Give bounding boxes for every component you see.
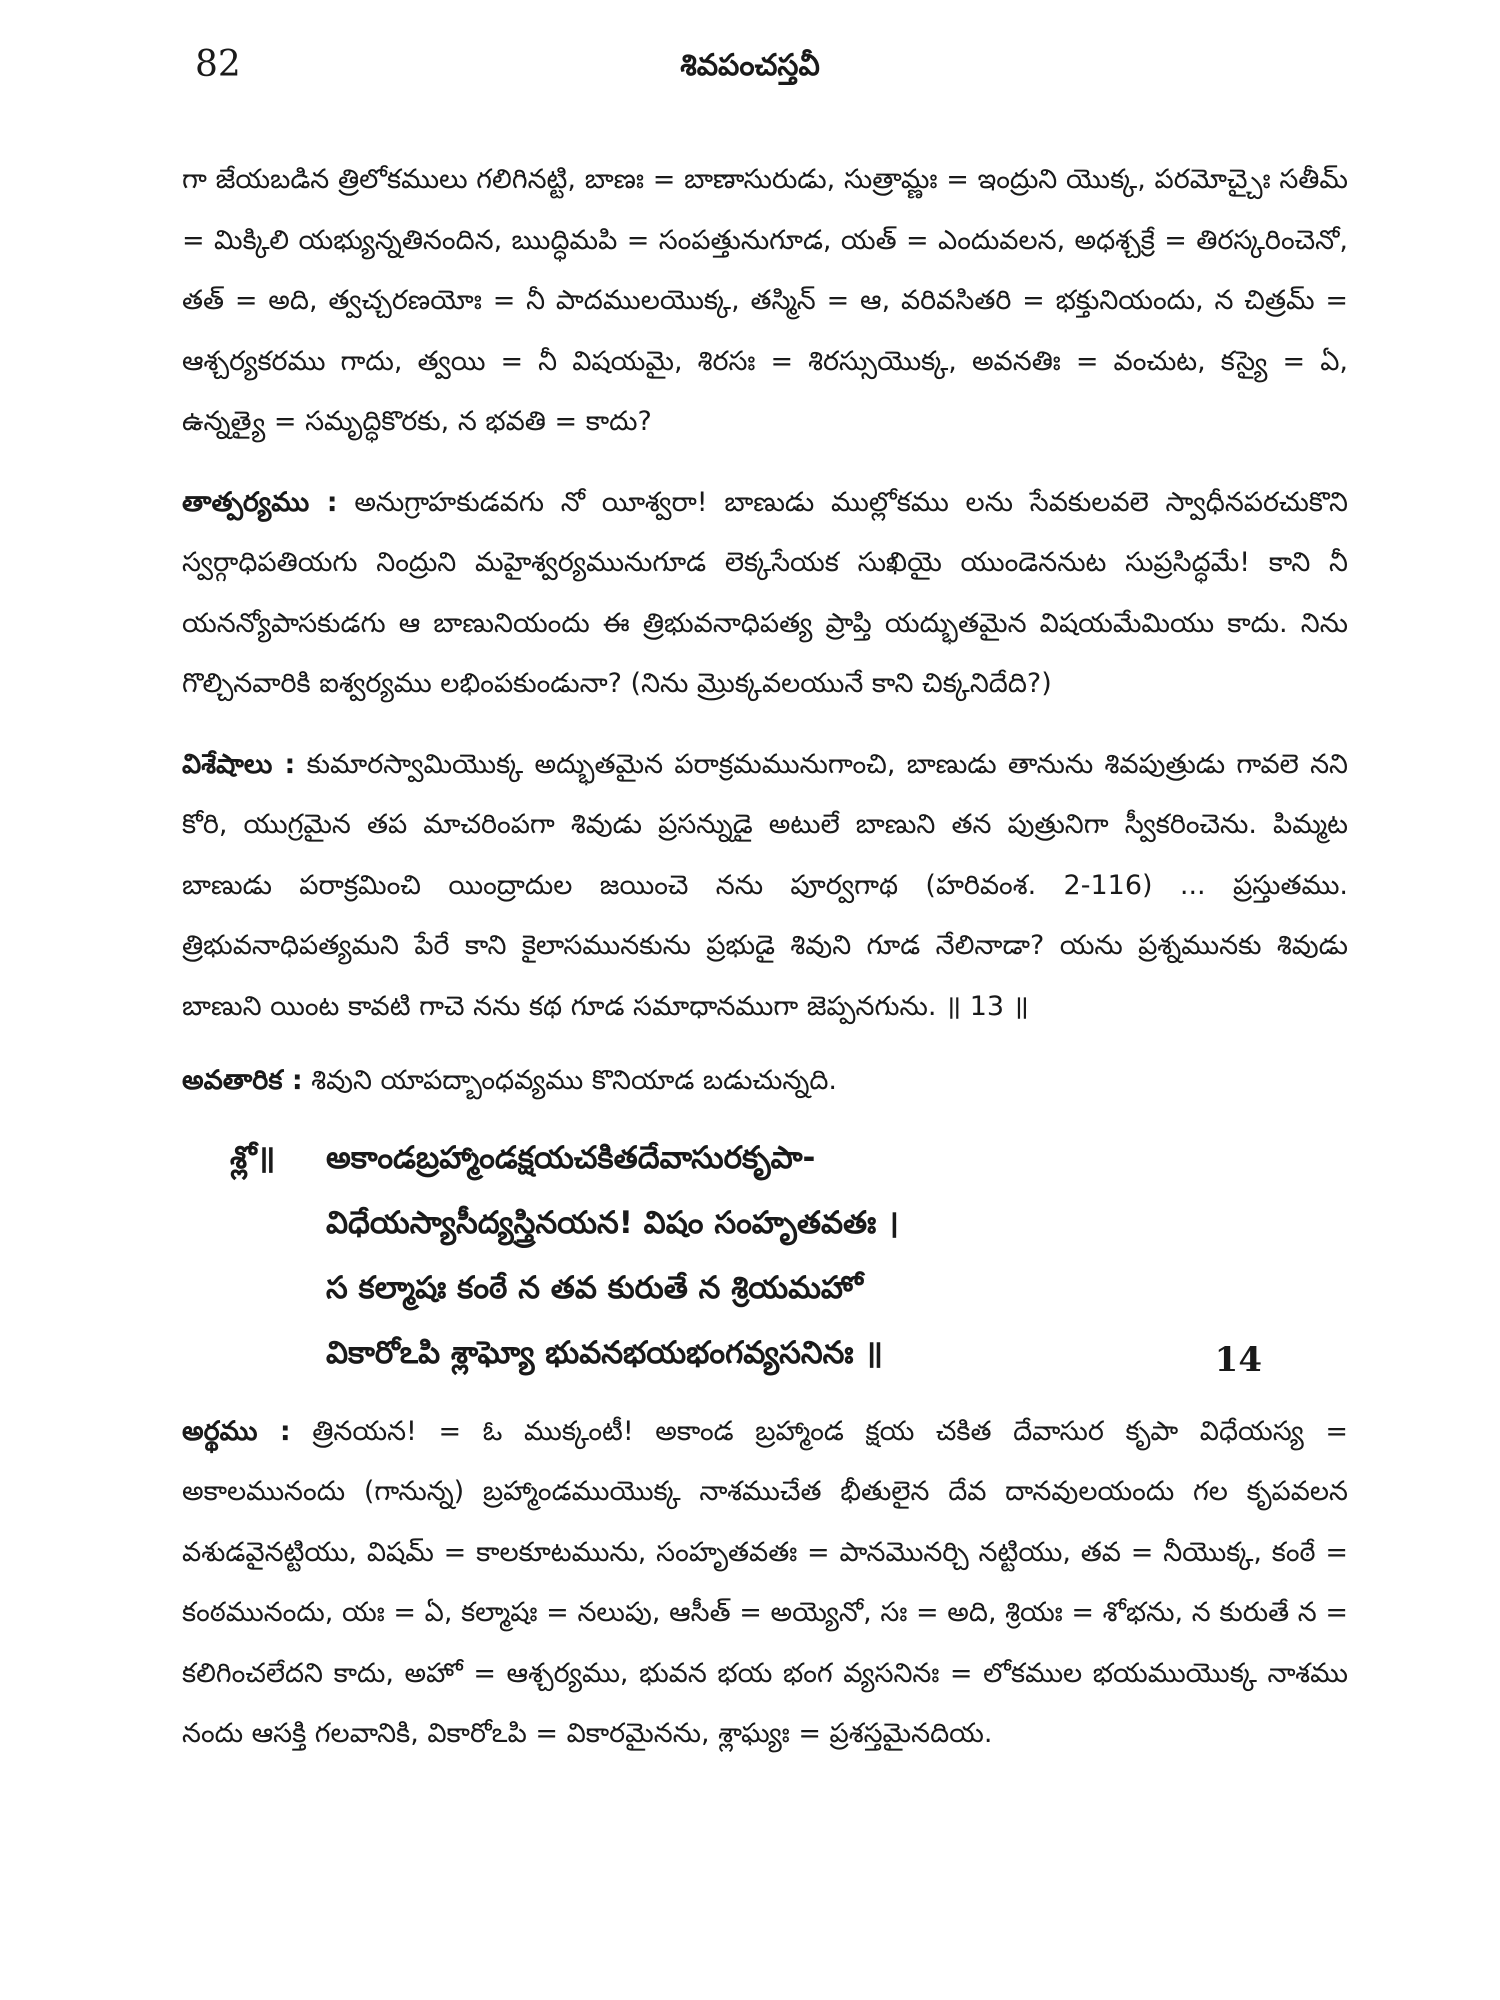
arthamu-paragraph [182, 1402, 1348, 1765]
page-body [182, 150, 1348, 1765]
shloka-line: వికారోఽపి శ్లాఘ్యో భువనభయభంగవ్యసనినః ॥ [326, 1334, 883, 1371]
tatparyamu-label: తాత్పర్యము : [182, 486, 338, 518]
tatparyamu-text: అనుగ్రాహకుడవగు నో యీశ్వరా! బాణుడు ముల్లోకము లను సేవకులవలె స్వాధీనపరచుకొని స్వర్గాధిపతియగు నింద్రుని మహైశ్వర్యమునుగూడ లెక్కసేయక సుఖియై యుండెననుట సుప్రసిద్ధమే! కాని నీ యనన్యోపాసకుడగు ఆ బాణునియందు ఈ త్రిభువనాధిపత్య ప్రాప్తి యద్భుతమైన విషయమేమియు కాదు. నిను గొల్చినవారికి ఐశ్వర్యము లభింపకుండునా? (నిను మ్రొక్కవలయునే కాని చిక్కనిదేది?) [182, 486, 1348, 699]
shloka-block [182, 1126, 1348, 1388]
shloka-number: 14 [1214, 1339, 1262, 1380]
visheshalu-text: కుమారస్వామియొక్క అద్భుతమైన పరాక్రమమునుగాంచి, బాణుడు తానును శివపుత్రుడు గావలె నని కోరి, యుగ్రమైన తప మాచరింపగా శివుడు ప్రసన్నుడై అటులే బాణుని తన పుత్రునిగా స్వీకరించెను. పిమ్మట బాణుడు పరాక్రమించి యింద్రాదుల జయించె నను పూర్వగాథ (హరివంశ. 2-116) ... ప్రస్తుతము. త్రిభువనాధిపత్యమని పేరే కాని కైలాసమునకును ప్రభుడై శివుని గూడ నేలినాడా? యను ప్రశ్నమునకు శివుడు బాణుని యింట కావటి గాచె నను కథ గూడ సమాధానముగా జెప్పనగును. ॥ 13 ॥ [182, 748, 1348, 1022]
arthamu-text: త్రినయన! = ఓ ముక్కంటీ! అకాండ బ్రహ్మాండ క్షయ చకిత దేవాసుర కృపా విధేయస్య = అకాలమునందు (గానున్న) బ్రహ్మాండముయొక్క నాశముచేత భీతులైన దేవ దానవులయందు గల కృపవలన వశుడవైనట్టియు, విషమ్ = కాలకూటమును, సంహృతవతః = పానమొనర్చి నట్టియు, తవ = నీయొక్క, కంఠే = కంఠమునందు, యః = ఏ, కల్మాషః = నలుపు, ఆసీత్ = అయ్యెనో, సః = అది, శ్రియః = శోభను, న కురుతే న = కలిగించలేదని కాదు, అహో = ఆశ్చర్యము, భువన భయ భంగ వ్యసనినః = లోకముల భయముయొక్క నాశము నందు ఆసక్తి గలవానికి, వికారోఽపి = వికారమైనను, శ్లాఘ్యః = ప్రశస్తమైనదియ. [182, 1415, 1348, 1749]
visheshalu-paragraph [182, 735, 1348, 1038]
paragraph-word-meaning-continued: గా జేయబడిన త్రిలోకములు గలిగినట్టి, బాణః = బాణాసురుడు, సుత్రామ్ణః = ఇంద్రుని యొక్క, పరమోచ్చైః సతీమ్ = మిక్కిలి యభ్యున్నతినందిన, ఋద్ధిమపి = సంపత్తునుగూడ, యత్ = ఎందువలన, అధశ్చక్రే = తిరస్కరించెనో, తత్ = అది, త్వచ్చరణయోః = నీ పాదములయొక్క, తస్మిన్ = ఆ, వరివసితరి = భక్తునియందు, న చిత్రమ్ = ఆశ్చర్యకరము గాదు, త్వయి = నీ విషయమై, శిరసః = శిరస్సుయొక్క, అవనతిః = వంచుట, కస్యై = ఏ, ఉన్నత్యై = సమృద్ధికొరకు, న భవతి = కాదు? [182, 164, 1348, 437]
shloka-line: విధేయస్యాసీద్యస్త్రినయన! విషం సంహృతవతః । [326, 1204, 899, 1241]
shloka-line: స కల్మాషః కంఠే న తవ కురుతే న శ్రియమహో [326, 1269, 863, 1306]
page-number: 82 [195, 44, 241, 85]
shloka-line: అకాండబ్రహ్మాండక్షయచకితదేవాసురకృపా- [326, 1139, 816, 1176]
avatarika-label: అవతారిక : [182, 1065, 303, 1096]
avatarika-paragraph [182, 1051, 1348, 1112]
shloka-marker: శ్లో॥ [230, 1139, 276, 1176]
visheshalu-label: విశేషాలు : [182, 748, 296, 780]
tatparyamu-paragraph [182, 473, 1348, 715]
running-title: శివపంచస్తవీ [680, 48, 820, 83]
arthamu-label: అర్థము : [182, 1415, 291, 1447]
avatarika-text: శివుని యాపద్బాంధవ్యము కొనియాడ బడుచున్నది. [311, 1065, 837, 1096]
